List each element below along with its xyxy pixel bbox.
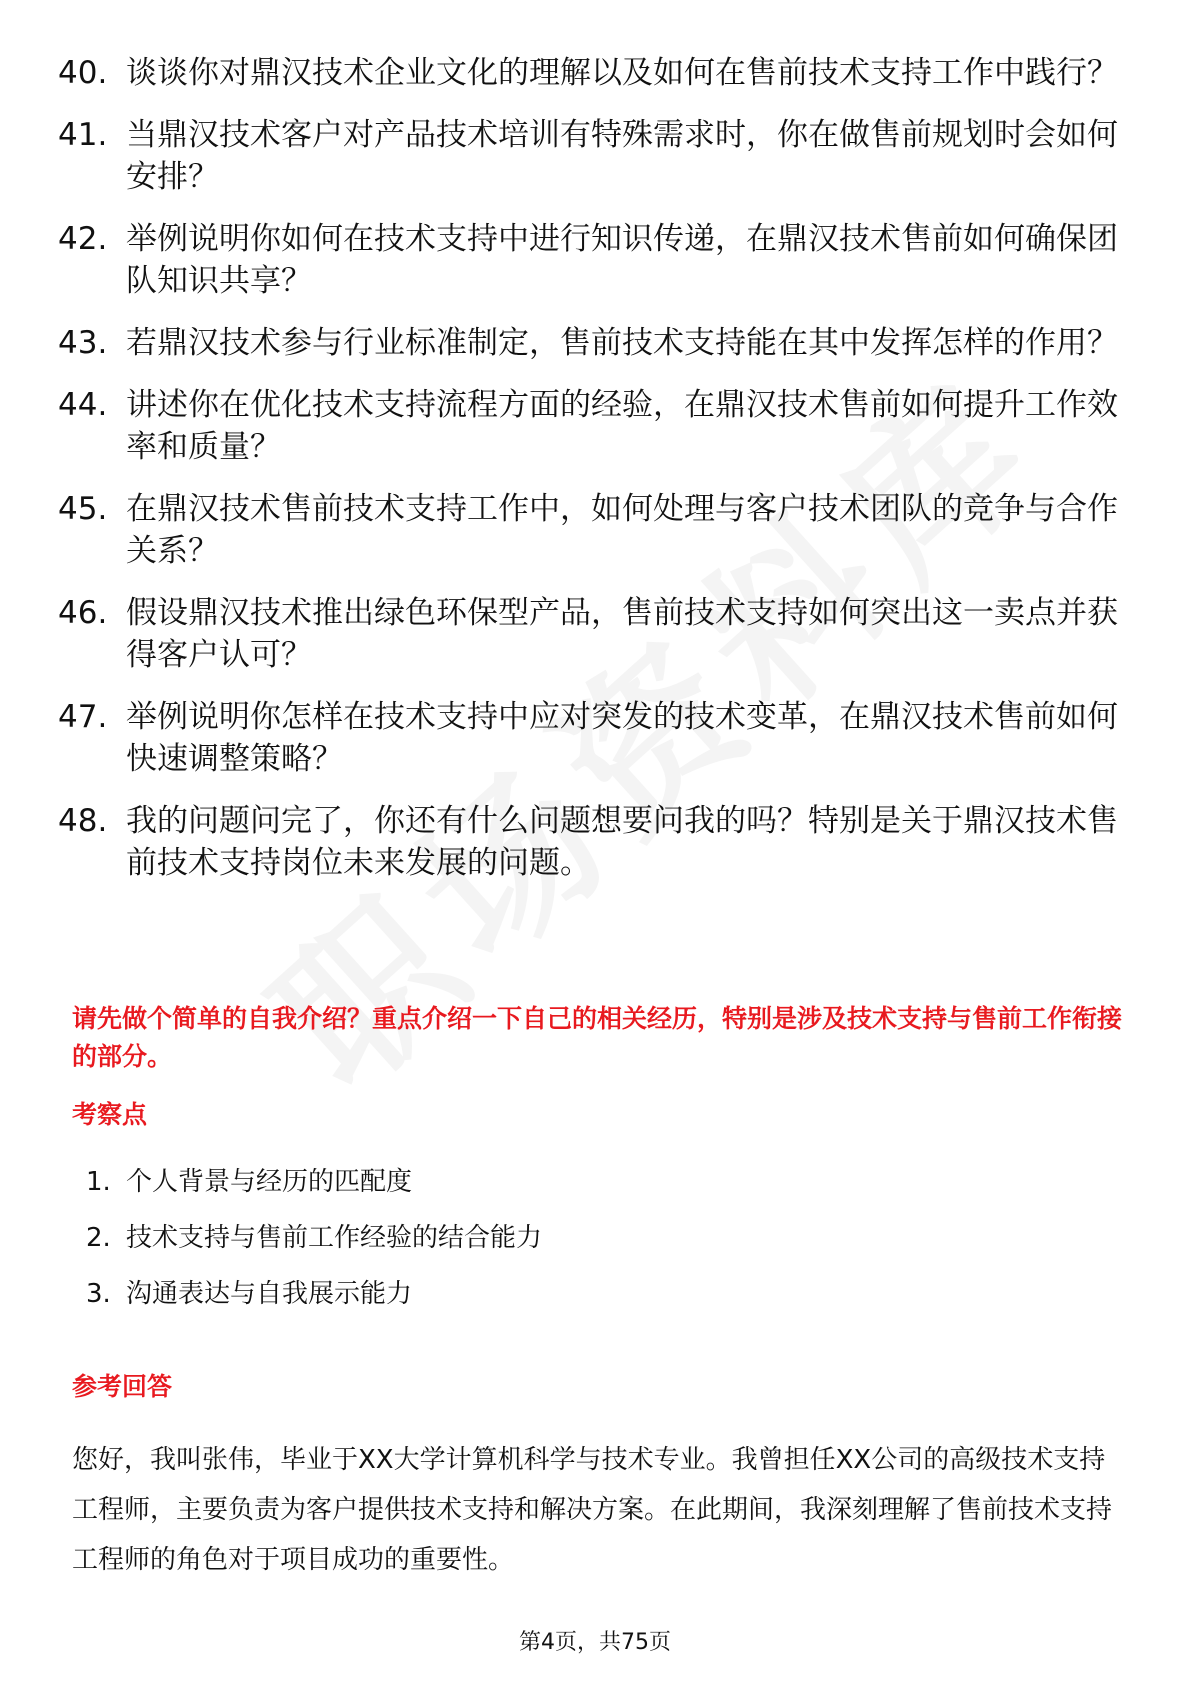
question-text: 若鼎汉技术参与行业标准制定，售前技术支持能在其中发挥怎样的作用？	[126, 325, 1118, 361]
point-number: 1.	[86, 1167, 111, 1197]
question-number: 44.	[58, 387, 108, 423]
list-item	[58, 218, 1118, 302]
point-number: 3.	[86, 1279, 111, 1309]
question-text: 假设鼎汉技术推出绿色环保型产品，售前技术支持如何突出这一卖点并获得客户认可？	[126, 595, 1118, 673]
point-number: 2.	[86, 1223, 111, 1253]
list-item	[58, 800, 1118, 884]
answer-paragraph: 您好，我叫张伟，毕业于XX大学计算机科学与技术专业。我曾担任XX公司的高级技术支持工程师，主要负责为客户提供技术支持和解决方案。在此期间，我深刻理解了售前技术支持工程师的角色对于项目成功的重要性。	[72, 1445, 1113, 1575]
list-item	[86, 1165, 542, 1199]
question-number: 41.	[58, 117, 108, 153]
question-text: 谈谈你对鼎汉技术企业文化的理解以及如何在售前技术支持工作中践行？	[126, 55, 1118, 91]
key-points-heading: 考察点	[72, 1100, 148, 1129]
question-number: 40.	[58, 55, 108, 91]
question-number: 45.	[58, 491, 108, 527]
question-text: 我的问题问完了，你还有什么问题想要问我的吗？特别是关于鼎汉技术售前技术支持岗位未来发展的问题。	[126, 803, 1118, 881]
question-text: 举例说明你怎样在技术支持中应对突发的技术变革，在鼎汉技术售前如何快速调整策略？	[126, 699, 1118, 777]
question-number: 42.	[58, 221, 108, 257]
question-text: 举例说明你如何在技术支持中进行知识传递，在鼎汉技术售前如何确保团队知识共享？	[126, 221, 1118, 299]
list-item	[58, 52, 1118, 94]
main-question: 请先做个简单的自我介绍？重点介绍一下自己的相关经历，特别是涉及技术支持与售前工作衔接的部分。	[72, 1004, 1123, 1071]
page-footer: 第4页，共75页	[519, 1630, 671, 1655]
question-text: 讲述你在优化技术支持流程方面的经验，在鼎汉技术售前如何提升工作效率和质量？	[126, 387, 1118, 465]
question-list	[58, 52, 1118, 904]
list-item	[86, 1221, 542, 1255]
question-text: 在鼎汉技术售前技术支持工作中，如何处理与客户技术团队的竞争与合作关系？	[126, 491, 1118, 569]
question-number: 46.	[58, 595, 108, 631]
key-points-list	[86, 1165, 542, 1333]
list-item	[86, 1277, 542, 1311]
question-number: 48.	[58, 803, 108, 839]
list-item	[58, 322, 1118, 364]
question-number: 47.	[58, 699, 108, 735]
list-item	[58, 592, 1118, 676]
question-text: 当鼎汉技术客户对产品技术培训有特殊需求时，你在做售前规划时会如何安排？	[126, 117, 1118, 195]
point-text: 个人背景与经历的匹配度	[126, 1167, 413, 1197]
answer-heading: 参考回答	[72, 1372, 173, 1401]
point-text: 沟通表达与自我展示能力	[126, 1279, 413, 1309]
question-number: 43.	[58, 325, 108, 361]
list-item	[58, 488, 1118, 572]
point-text: 技术支持与售前工作经验的结合能力	[126, 1223, 543, 1253]
list-item	[58, 384, 1118, 468]
list-item	[58, 696, 1118, 780]
list-item	[58, 114, 1118, 198]
